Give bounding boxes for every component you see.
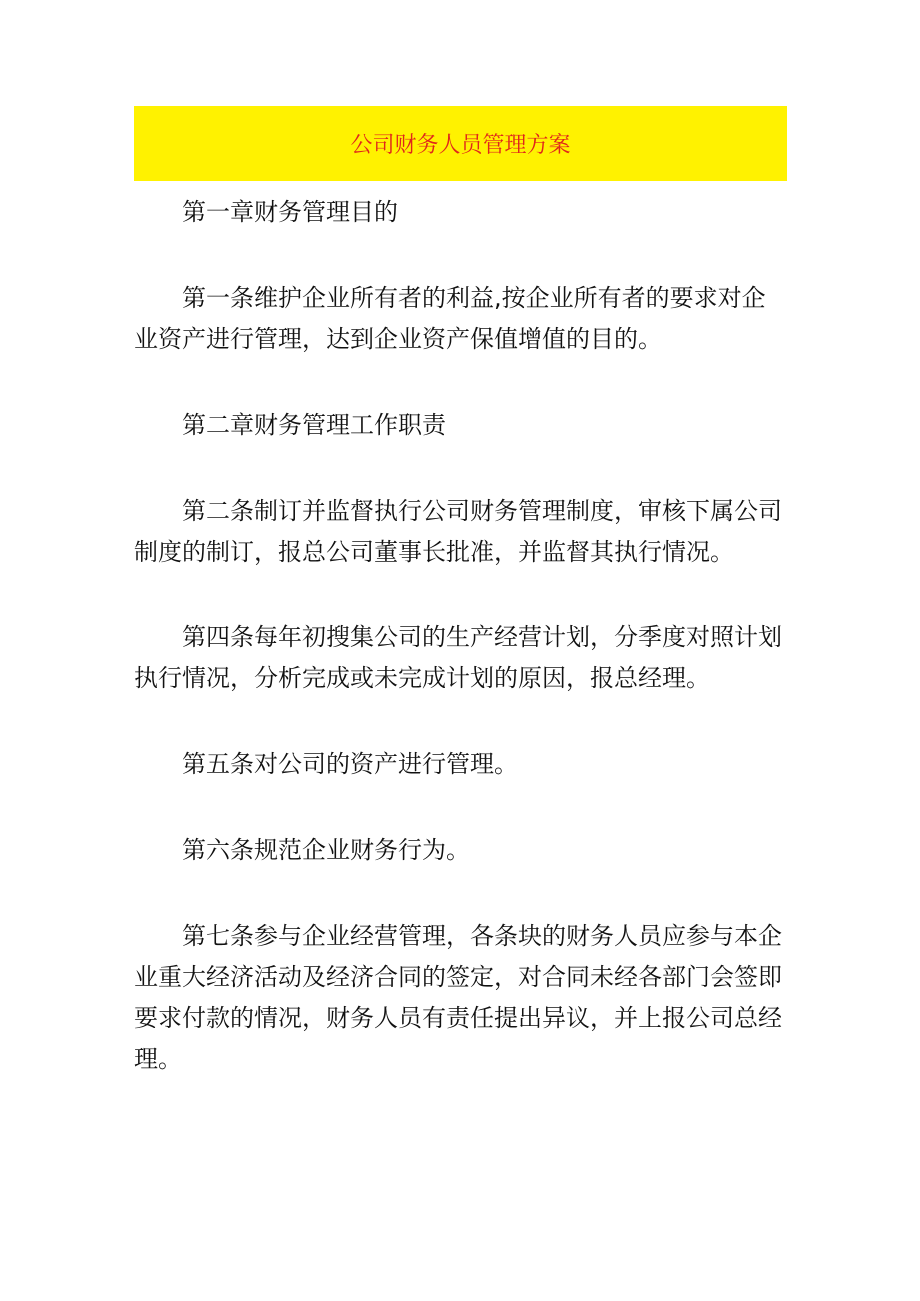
article-2: 第二条制订并监督执行公司财务管理制度，审核下属公司制度的制订，报总公司董事长批准，并监督其执行情况。 bbox=[134, 497, 782, 566]
article-5: 第五条对公司的资产进行管理。 bbox=[182, 750, 518, 778]
article-6: 第六条规范企业财务行为。 bbox=[182, 836, 470, 864]
chapter-2-heading: 第二章财务管理工作职责 bbox=[182, 411, 446, 439]
article-1: 第一条维护企业所有者的利益,按企业所有者的要求对企业资产进行管理，达到企业资产保值增值的目的。 bbox=[134, 284, 766, 353]
chapter-1-heading: 第一章财务管理目的 bbox=[182, 198, 398, 226]
article-4: 第四条每年初搜集公司的生产经营计划，分季度对照计划执行情况，分析完成或未完成计划的原因，报总经理。 bbox=[134, 623, 782, 692]
title-banner bbox=[134, 106, 787, 181]
article-7: 第七条参与企业经营管理，各条块的财务人员应参与本企业重大经济活动及经济合同的签定，对合同未经各部门会签即要求付款的情况，财务人员有责任提出异议，并上报公司总经理。 bbox=[134, 922, 782, 1073]
document-body bbox=[134, 192, 786, 1080]
document-title: 公司财务人员管理方案 bbox=[350, 133, 571, 158]
